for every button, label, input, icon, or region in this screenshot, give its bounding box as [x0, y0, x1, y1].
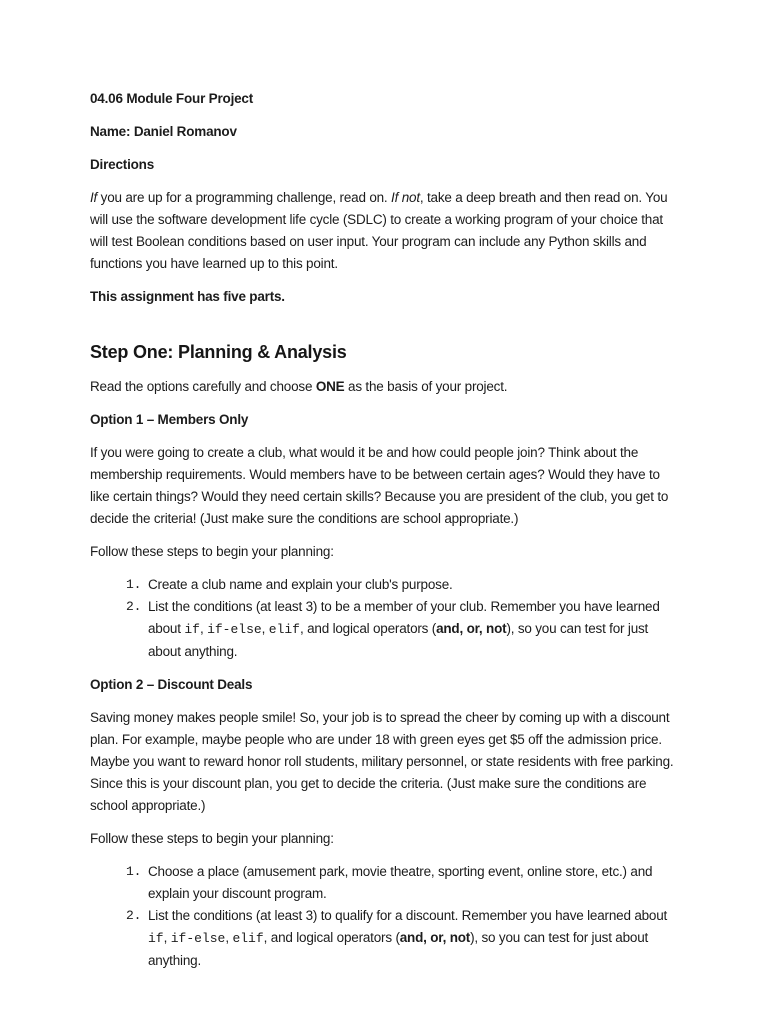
option1-body-paragraph: If you were going to create a club, what would it be and how could people join? Think about the membership requirements. Would members have to be between certain ages? Would they have to like certain things? Would they need certain skills? Because you are president of the club, you get to decide the criteria! (Just make sure the conditions are school appropriate.): [90, 445, 669, 526]
option2-steps-list: [90, 861, 678, 972]
read-options-line: Read the options carefully and choose ONE as the basis of your project.: [90, 379, 508, 394]
step-one-heading: Step One: Planning & Analysis: [90, 342, 347, 362]
list-item: List the conditions (at least 3) to qualify for a discount. Remember you have learned about if, if-else, elif, and logical operators (and, or, not), so you can test for just about anything.: [148, 908, 668, 968]
option2-body-paragraph: Saving money makes people smile! So, your job is to spread the cheer by coming up with a discount plan. For example, maybe people who are under 18 with green eyes get $5 off the admission price. Maybe you want to reward honor roll students, military personnel, or state residents with free parking. Since this is your discount plan, you get to decide the criteria. (Just make sure the conditions are school appropriate.): [90, 710, 674, 813]
option1-follow-line: Follow these steps to begin your planning:: [90, 544, 334, 559]
student-name-line: Name: Daniel Romanov: [90, 124, 237, 139]
intro-paragraph: If you are up for a programming challenge, read on. If not, take a deep breath and then read on. You will use the software development life cycle (SDLC) to create a working program of your choice that will test Boolean conditions based on user input. Your program can include any Python skills and functions you have learned up to this point.: [90, 190, 668, 271]
list-item: Choose a place (amusement park, movie theatre, sporting event, online store, etc.) and explain your discount program.: [148, 864, 653, 901]
option1-steps-list: [90, 574, 678, 663]
list-item: Create a club name and explain your club's purpose.: [148, 577, 453, 592]
list-item: List the conditions (at least 3) to be a member of your club. Remember you have learned about if, if-else, elif, and logical operators (and, or, not), so you can test for just about anything.: [148, 599, 660, 659]
doc-title: 04.06 Module Four Project: [90, 91, 254, 106]
option2-heading: Option 2 – Discount Deals: [90, 677, 253, 692]
assignment-parts-line: This assignment has five parts.: [90, 289, 285, 304]
directions-label: Directions: [90, 157, 155, 172]
option1-heading: Option 1 – Members Only: [90, 412, 249, 427]
option2-follow-line: Follow these steps to begin your planning:: [90, 831, 334, 846]
